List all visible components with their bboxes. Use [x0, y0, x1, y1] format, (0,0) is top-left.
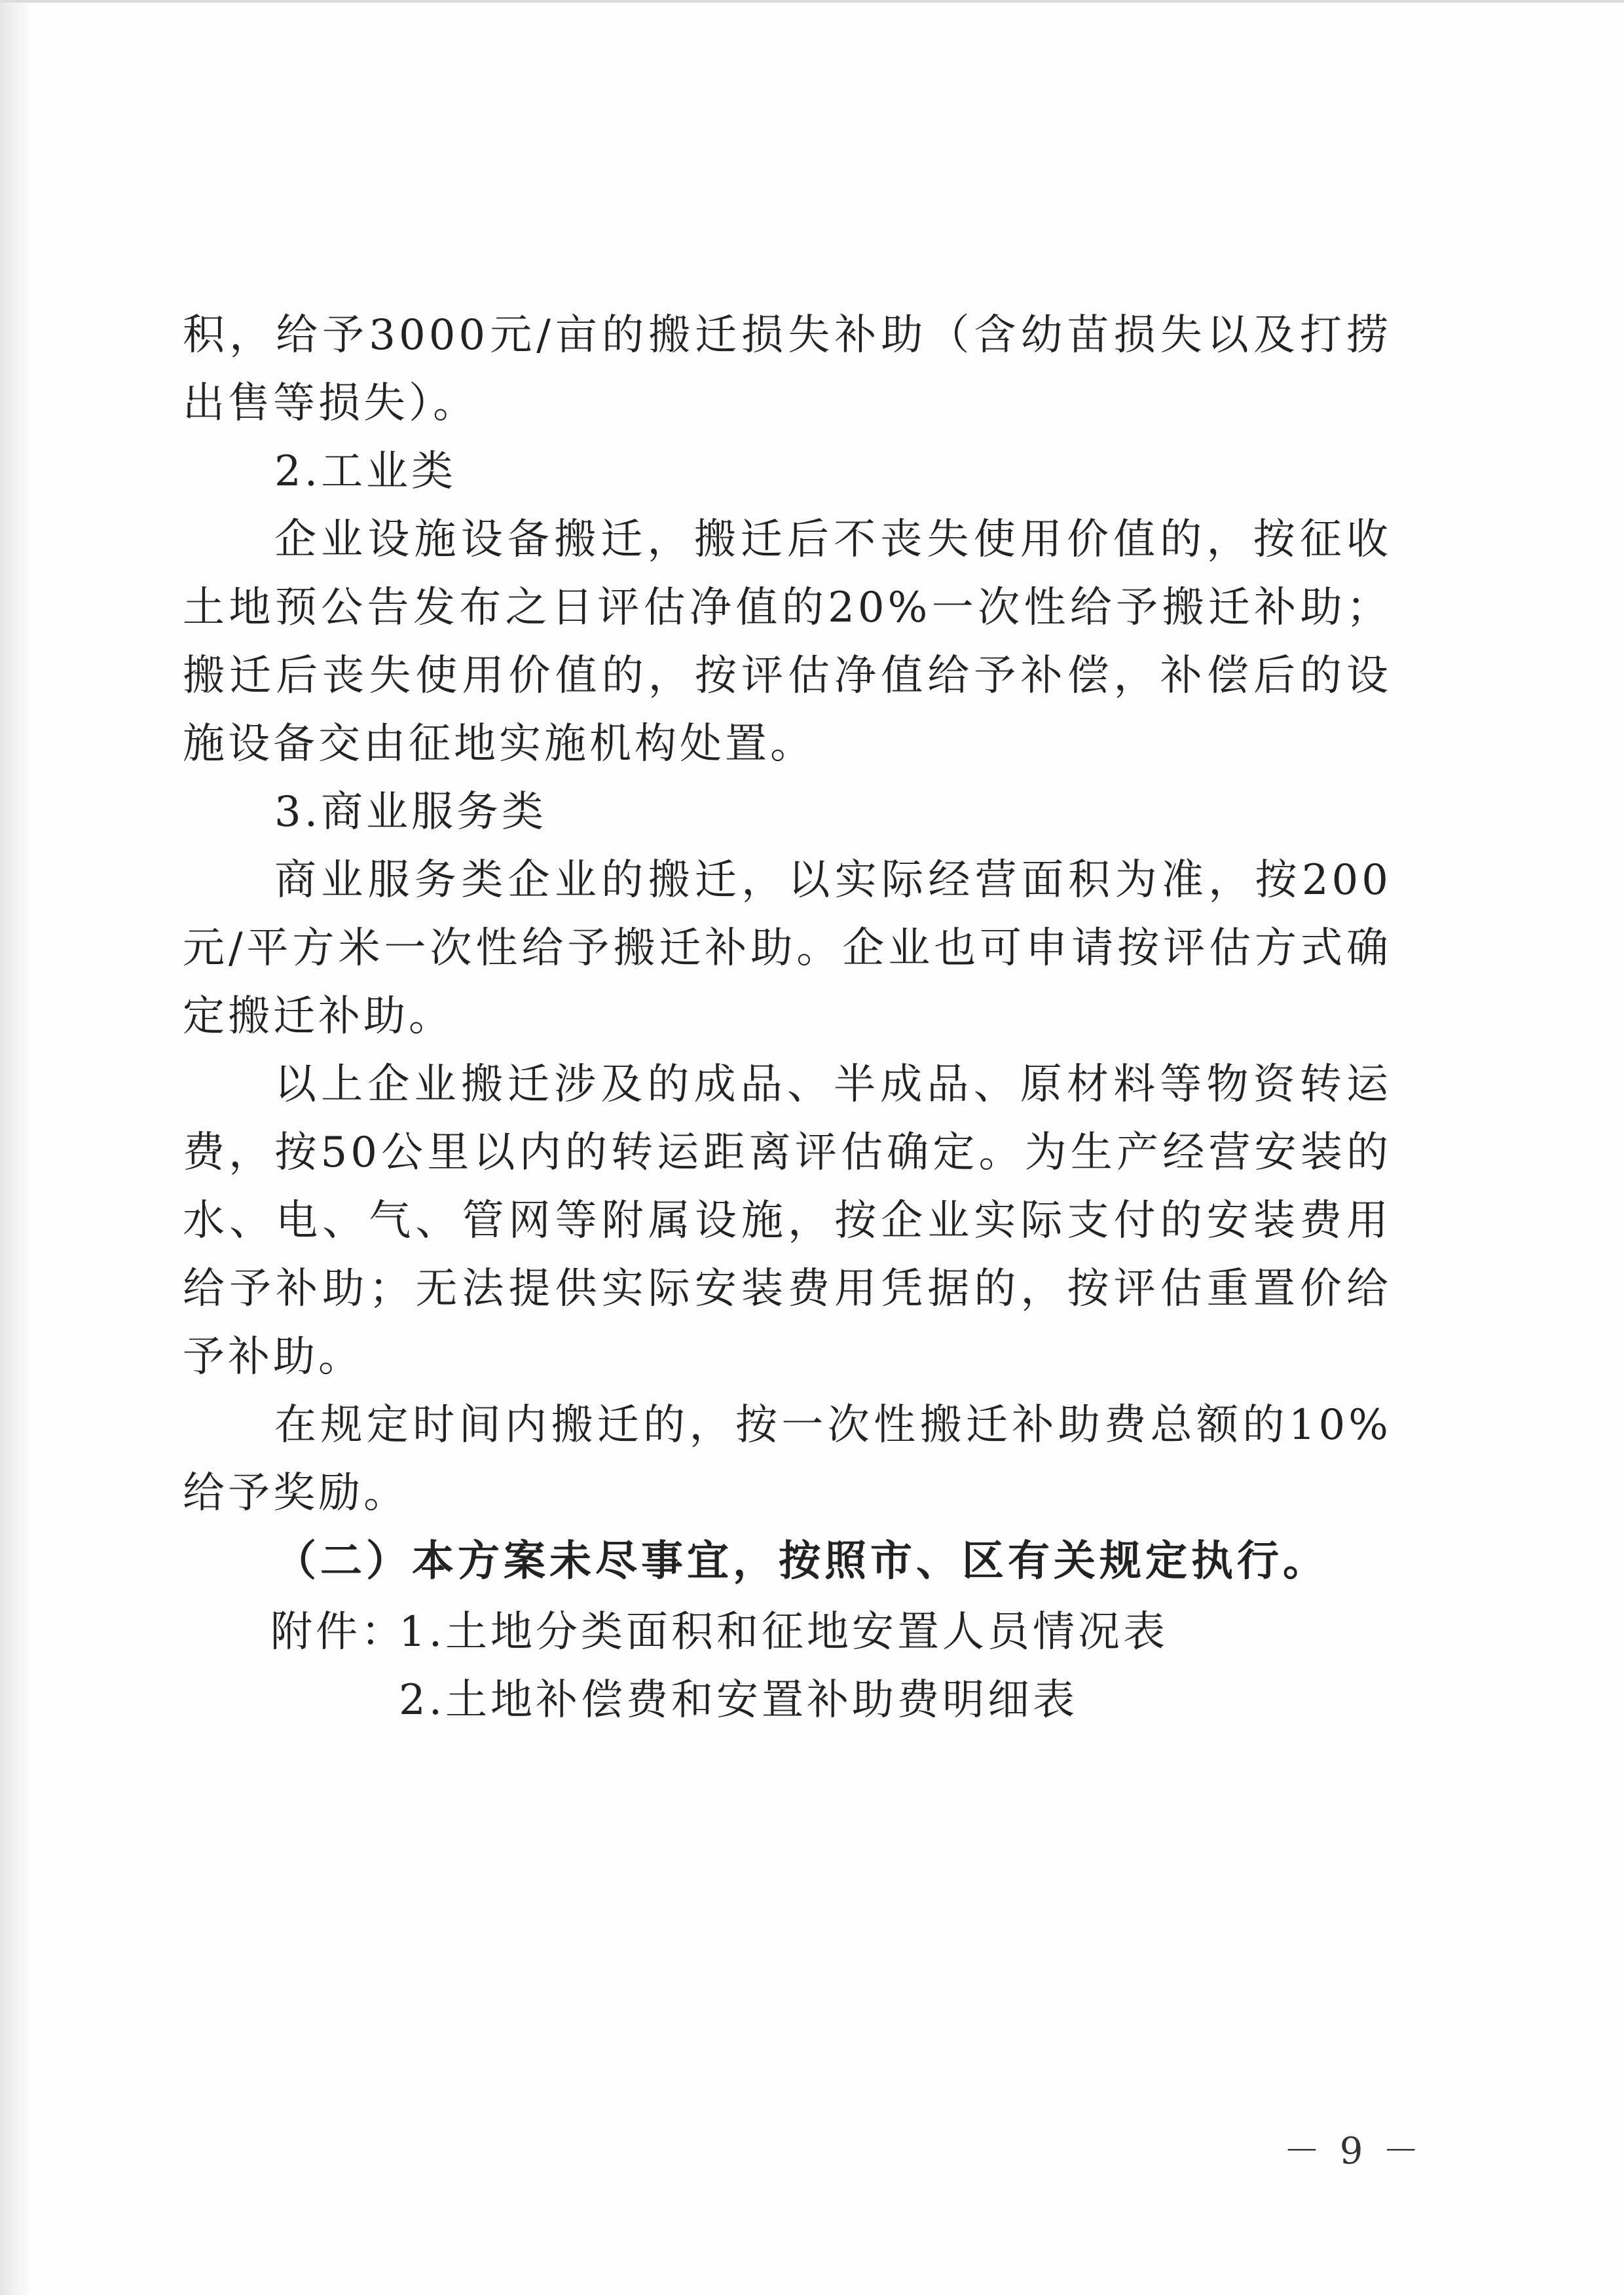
attachments-label: 附件：: [270, 1608, 406, 1656]
scan-top-edge: [0, 0, 1624, 3]
scan-shadow-edge: [0, 0, 28, 2295]
paragraph-reward: 在规定时间内搬迁的，按一次性搬迁补助费总额的10%给予奖励。: [183, 1401, 1392, 1518]
page-number: － 9 －: [1283, 2130, 1424, 2173]
attachments-row: [270, 1598, 1168, 1734]
paragraph-transport-costs: 以上企业搬迁涉及的成品、半成品、原材料等物资转运费，按50公里以内的转运距离评估确定。为生产经营安装的水、电、气、管网等附属设施，按企业实际支付的安装费用给予补助；无法提供实际安装费用凭据的，按评估重置价给予补助。: [183, 1060, 1392, 1381]
attachment-item: 2.土地补偿费和安置补助费明细表: [399, 1676, 1079, 1725]
body-text: [183, 301, 1392, 1595]
heading-commercial: 3.商业服务类: [274, 788, 547, 836]
paragraph-commercial-relocation: 商业服务类企业的搬迁，以实际经营面积为准，按200元/平方米一次性给予搬迁补助。企业也可申请按评估方式确定搬迁补助。: [183, 856, 1392, 1041]
paragraph-industrial-relocation: 企业设施设备搬迁，搬迁后不丧失使用价值的，按征收土地预公告发布之日评估净值的20%一次性给予搬迁补助；搬迁后丧失使用价值的，按评估净值给予补偿，补偿后的设施设备交由征地实施机构处置。: [183, 515, 1392, 768]
section-heading-other: （二）本方案未尽事宜，按照市、区有关规定执行。: [274, 1537, 1329, 1586]
paragraph-continuation: 积，给予3000元/亩的搬迁损失补助（含幼苗损失以及打捞出售等损失）。: [183, 311, 1392, 428]
attachments-block: [270, 1598, 1168, 1734]
attachment-item: 1.土地分类面积和征地安置人员情况表: [399, 1608, 1169, 1656]
heading-industrial: 2.工业类: [274, 447, 457, 496]
attachments-list: [399, 1598, 1168, 1734]
